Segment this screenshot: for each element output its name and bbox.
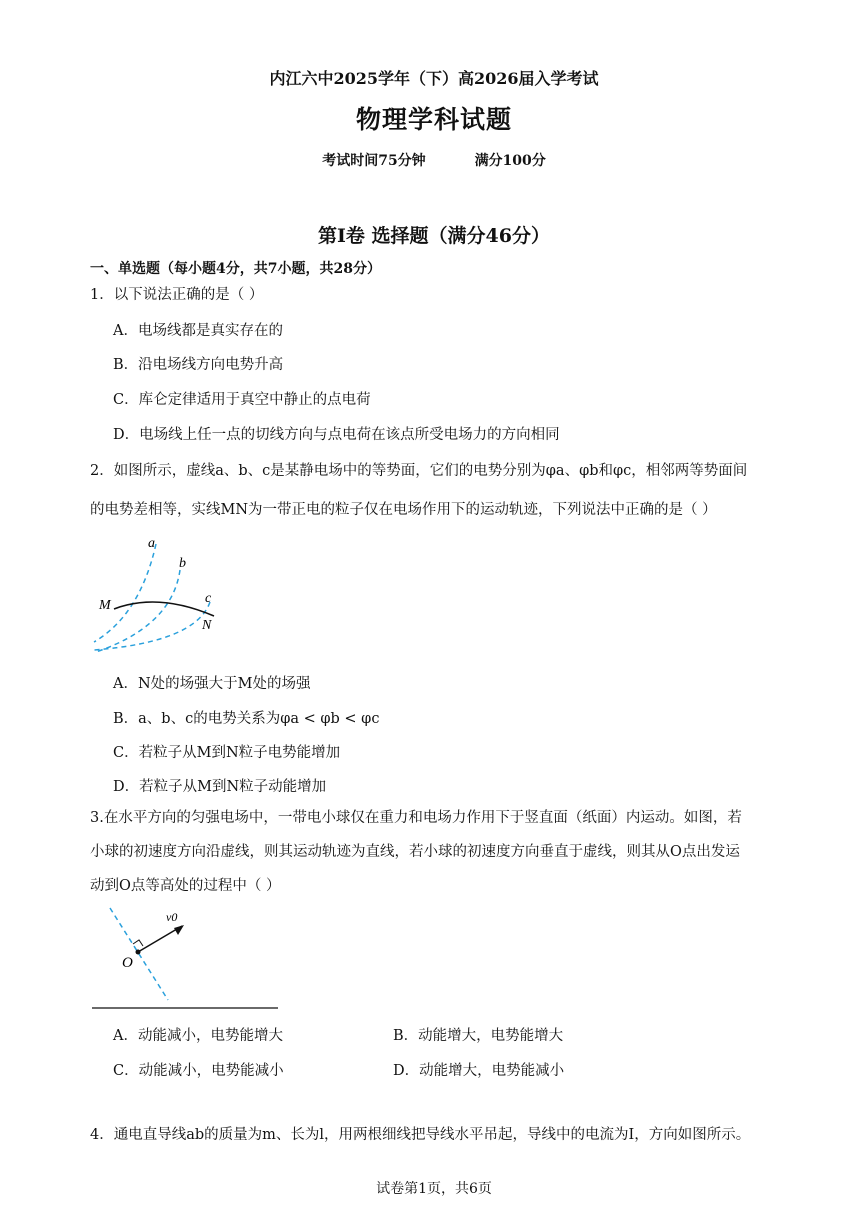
label-v0: v0 [166, 910, 178, 924]
label-c: c [205, 591, 212, 606]
page-footer: 试卷第1页，共6页 [376, 1181, 492, 1197]
label-m: M [99, 598, 111, 613]
equipotential-c [94, 602, 210, 650]
q3-stem-line3: 动到O点等高处的过程中（ ） [90, 878, 281, 894]
q1-stem: 1．以下说法正确的是（ ） [90, 287, 264, 303]
q2-stem-line2: 的电势差相等，实线MN为一带正电的粒子仅在电场作用下的运动轨迹，下列说法中正确的是（ ） [90, 502, 717, 518]
q1-option-d: D．电场线上任一点的切线方向与点电荷在该点所受电场力的方向相同 [113, 427, 560, 443]
q1-option-c: C．库仑定律适用于真空中静止的点电荷 [113, 392, 371, 408]
q2-option-a: A．N处的场强大于M处的场强 [113, 676, 311, 692]
section-title: 一、单选题（每小题4分，共7小题，共28分） [90, 261, 381, 277]
q3-figure [88, 904, 288, 1014]
q1-option-b: B．沿电场线方向电势升高 [113, 357, 284, 373]
q4-stem-line1: 4．通电直导线ab的质量为m、长为l，用两根细线把导线水平吊起，导线中的电流为I，方向如图所示。 [90, 1127, 751, 1143]
q2-option-b: B．a、b、c的电势关系为φa < φb < φc [113, 711, 380, 727]
q3-stem-line2: 小球的初速度方向沿虚线，则其运动轨迹为直线，若小球的初速度方向垂直于虚线，则其从O点出发运 [90, 844, 740, 860]
point-o [136, 950, 141, 955]
school-title: 内江六中2025学年（下）高2026届入学考试 [269, 69, 599, 88]
arrow-head [174, 925, 184, 935]
label-b: b [179, 556, 186, 571]
q2-stem-line1: 2．如图所示，虚线a、b、c是某静电场中的等势面，它们的电势分别为φa、φb和φc，相邻两等势面间 [90, 463, 748, 479]
trajectory-mn [114, 602, 214, 616]
label-o: O [122, 955, 133, 971]
right-angle-mark [133, 940, 143, 946]
subject-title: 物理学科试题 [355, 105, 512, 134]
q2-option-c: C．若粒子从M到N粒子电势能增加 [113, 745, 341, 761]
exam-score: 满分100分 [474, 153, 546, 169]
q3-option-b: B．动能增大，电势能增大 [393, 1028, 564, 1044]
q1-option-a: A．电场线都是真实存在的 [113, 323, 283, 339]
q2-option-d: D．若粒子从M到N粒子动能增加 [113, 779, 327, 795]
q3-option-d: D．动能增大，电势能减小 [393, 1063, 565, 1079]
part-title: 第Ⅰ卷 选择题（满分46分） [318, 225, 550, 247]
label-a: a [148, 536, 155, 551]
q3-option-a: A．动能减小，电势能增大 [113, 1028, 283, 1044]
q3-option-c: C．动能减小，电势能减小 [113, 1063, 284, 1079]
q3-stem-line1: 3.在水平方向的匀强电场中，一带电小球仅在重力和电场力作用下于竖直面（纸面）内运动。如图，若 [90, 810, 742, 826]
label-n: N [202, 618, 212, 633]
exam-time: 考试时间75分钟 [322, 153, 426, 169]
q2-figure [88, 530, 228, 660]
equipotential-a [94, 544, 156, 642]
exam-meta [0, 150, 868, 170]
